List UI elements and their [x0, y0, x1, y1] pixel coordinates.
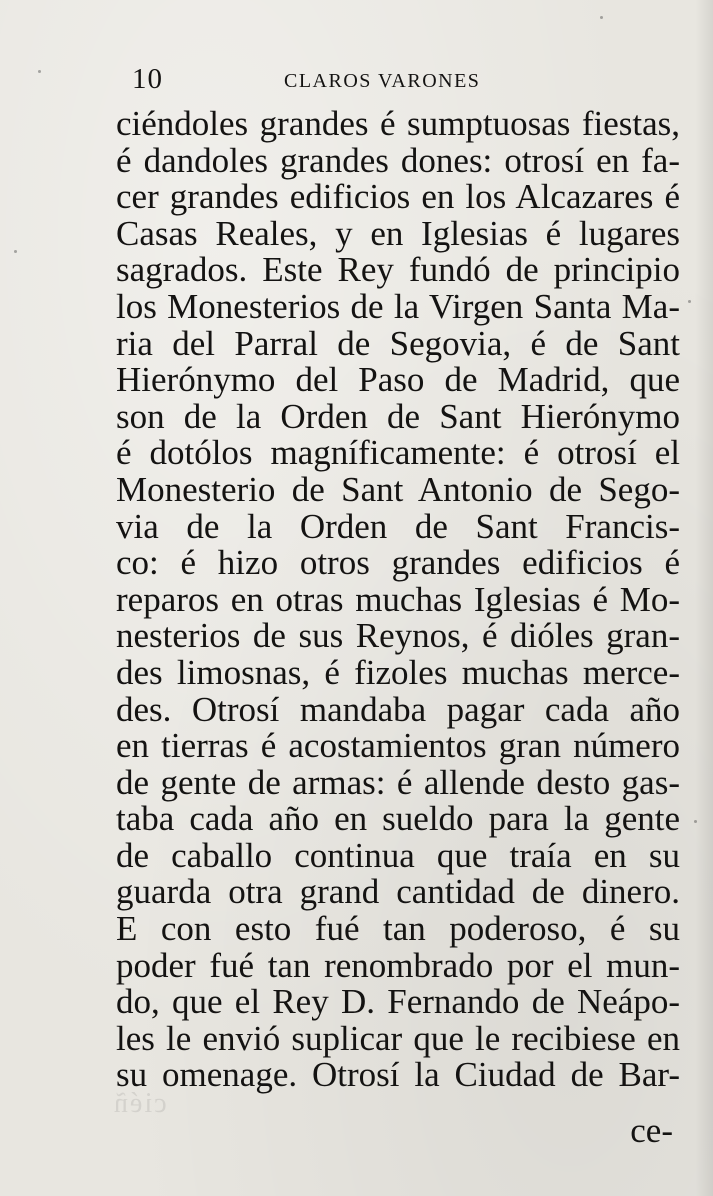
page-header [132, 62, 552, 96]
text-line: reparos en otras muchas Iglesias é Mo- [116, 579, 680, 619]
text-line: su omenage. Otrosí la Ciudad de Bar- [116, 1055, 680, 1095]
text-line: taba cada año en sueldo para la gente [116, 799, 680, 839]
text-line: E con esto fué tan poderoso, é su [116, 909, 680, 949]
text-line: de caballo continua que traía en su [116, 835, 680, 875]
catchword: ce- [630, 1111, 673, 1150]
text-line: des limosnas, é fizoles muchas merce- [116, 652, 680, 692]
text-line: ria del Parral de Segovia, é de Sant [116, 323, 680, 363]
text-line: de gente de armas: é allende desto gas- [116, 762, 680, 802]
page-edge-shadow [695, 0, 713, 1196]
text-line: los Monesterios de la Virgen Santa Ma- [116, 286, 680, 326]
bleed-through-text: ciéñ [112, 1088, 167, 1119]
paper-speck [688, 300, 691, 303]
paper-speck [694, 820, 697, 823]
running-head: CLAROS VARONES [284, 70, 481, 92]
text-line: ciéndoles grandes é sumptuosas fiestas, [116, 104, 680, 143]
text-line: les le envió suplicar que le recibiese en [116, 1018, 680, 1058]
text-line: é dotólos magníficamente: é otrosí el [116, 433, 680, 473]
text-line: son de la Orden de Sant Hierónymo [116, 396, 680, 436]
text-line: do, que el Rey D. Fernando de Neápo- [116, 982, 680, 1022]
text-line: Casas Reales, y en Iglesias é lugares [116, 213, 680, 253]
text-line: guarda otra grand cantidad de dinero. [116, 872, 680, 912]
text-line: co: é hizo otros grandes edificios é [116, 543, 680, 583]
text-line: en tierras é acostamientos gran número [116, 726, 680, 766]
text-line: poder fué tan renombrado por el mun- [116, 945, 680, 985]
paper-speck [38, 70, 41, 73]
text-line: é dandoles grandes dones: otrosí en fa- [116, 140, 680, 180]
text-line: cer grandes edificios en los Alcazares é [116, 177, 680, 217]
text-line: Hierónymo del Paso de Madrid, que [116, 360, 680, 400]
paper-speck [600, 16, 603, 19]
body-text [116, 106, 680, 1094]
paper-speck [14, 250, 17, 253]
text-line: via de la Orden de Sant Francis- [116, 506, 680, 546]
page-number: 10 [132, 63, 163, 95]
text-line: Monesterio de Sant Antonio de Sego- [116, 469, 680, 509]
text-line: nesterios de sus Reynos, é dióles gran- [116, 616, 680, 656]
text-line: des. Otrosí mandaba pagar cada año [116, 689, 680, 729]
text-line: sagrados. Este Rey fundó de principio [116, 250, 680, 290]
